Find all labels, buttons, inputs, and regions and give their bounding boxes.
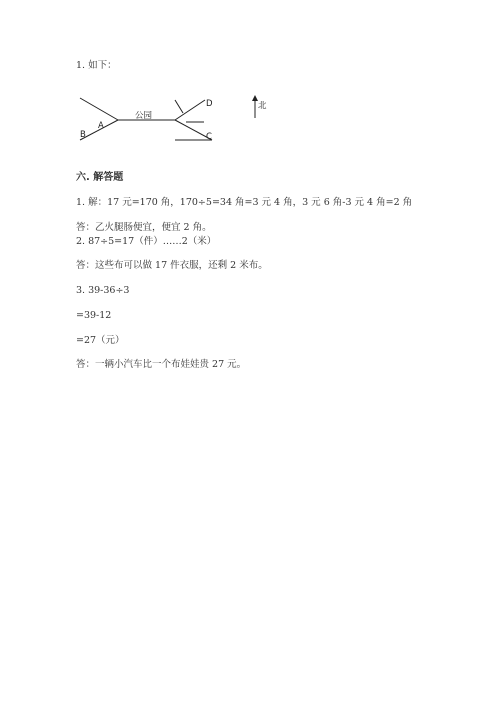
point-d-label: D [206,99,213,109]
route-diagram [72,88,282,148]
answer-line: =27（元） [76,335,125,346]
point-a-label: A [98,121,104,131]
answer-line: 答：乙火腿肠便宜，便宜 2 角。 [76,222,212,233]
section-title: 六. 解答题 [76,172,124,183]
park-label: 公园 [135,111,153,121]
point-c-label: C [206,132,212,142]
road-line-to-d [175,100,205,120]
answer-line: 答：这些布可以做 17 件衣服，还剩 2 米布。 [76,260,268,271]
answer-line: 3. 39-36÷3 [76,285,130,296]
answer-line: 1. 解：17 元=170 角，170÷5=34 角=3 元 4 角，3 元 6 角-3 元 4 角=2 角 [76,197,413,208]
answer-line: 2. 87÷5=17（件）……2（米） [76,236,217,247]
answer-line: 答：一辆小汽车比一个布娃娃贵 27 元。 [76,359,247,370]
road-line-upper-left [80,98,118,120]
item-1-label: 1. 如下： [76,60,117,71]
road-line-small-branch [175,100,183,113]
point-b-label: B [80,130,86,140]
answer-line: =39-12 [76,310,112,321]
north-label: 北 [258,101,267,111]
